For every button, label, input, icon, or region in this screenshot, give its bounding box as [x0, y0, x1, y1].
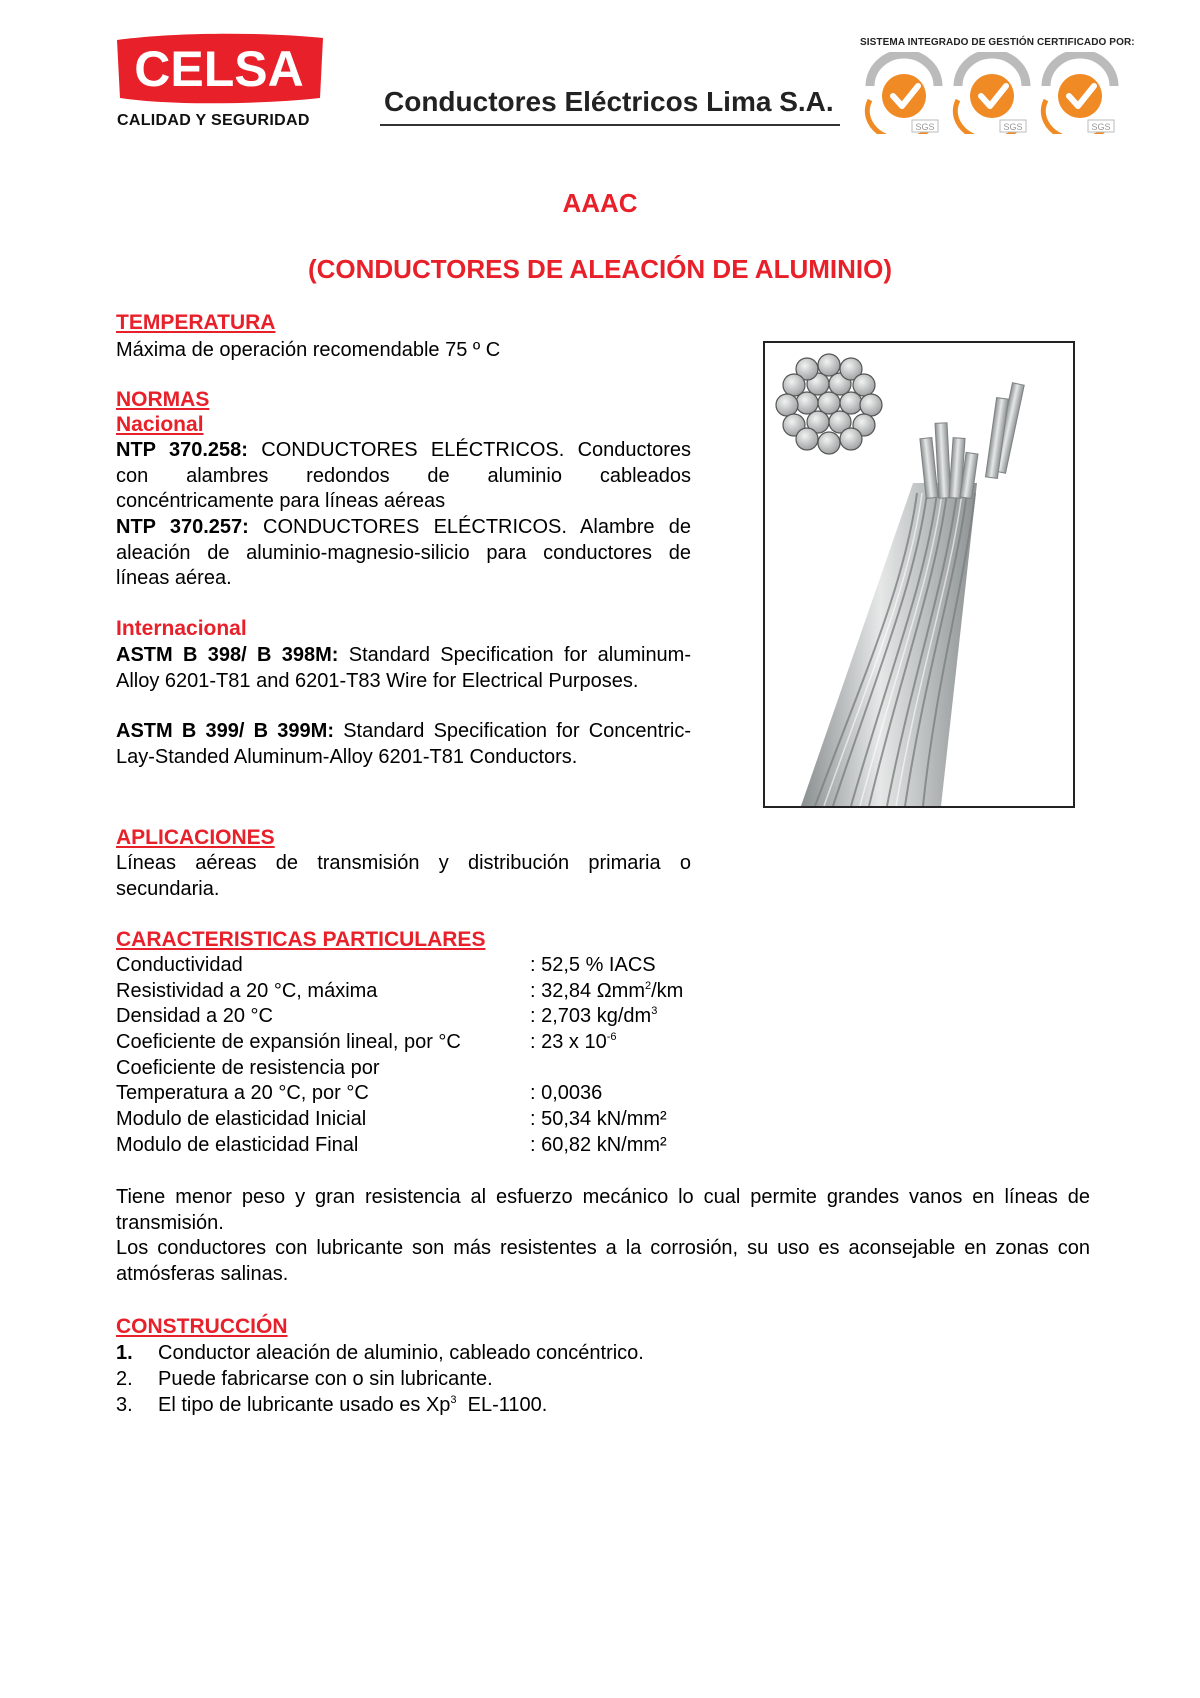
certification-badges [862, 52, 1128, 134]
item-number: 2. [116, 1368, 133, 1390]
normas-heading: NORMAS [116, 388, 210, 411]
cable-image [763, 341, 1075, 808]
item-text: El tipo de lubricante usado es Xp$^3$ EL-1100. [158, 1394, 548, 1416]
norma-text: CONDUCTORES ELÉCTRICOS. Alambre de aleación de aluminio-magnesio-silicio para conductores de líneas aérea. [116, 516, 692, 589]
certification-title: SISTEMA INTEGRADO DE GESTIÓN CERTIFICADO POR: [860, 37, 1135, 48]
char-value: : 32,84 Ωmm$^2$/km [530, 980, 684, 1002]
logo-tagline: CALIDAD Y SEGURIDAD [117, 112, 310, 129]
norma-text: Standard Specification for Concentric-Lay-Standed Aluminum-Alloy 6201-T81 Conductors. [116, 720, 691, 768]
char-label: Modulo de elasticidad Inicial [116, 1108, 367, 1130]
norma-text: Standard Specification for aluminum-Alloy 6201-T81 and 6201-T83 Wire for Electrical Purposes. [116, 644, 692, 692]
nacional-heading: Nacional [116, 413, 204, 436]
sgs-label-2: SGS [1003, 122, 1023, 132]
norma-astm-b398 [116, 643, 691, 694]
logo-text: CELSA [134, 41, 304, 97]
item-text: Puede fabricarse con o sin lubricante. [158, 1368, 493, 1390]
char-label: Coeficiente de expansión lineal, por °C [116, 1031, 461, 1053]
norma-code: ASTM B 399/ B 399M: [116, 720, 334, 742]
header-rule [380, 124, 840, 126]
norma-code: NTP 370.257: [116, 516, 249, 538]
norma-ntp-370-258 [116, 438, 691, 515]
char-value: : 23 x $10^{-6}$ [530, 1031, 617, 1053]
aplicaciones-heading: APLICACIONES [116, 826, 275, 849]
document-title: AAAC [562, 188, 638, 218]
char-label: Resistividad a 20 °C, máxima [116, 980, 378, 1002]
char-value: : 60,82 kN/mm² [530, 1134, 667, 1156]
char-value: : 50,34 kN/mm² [530, 1108, 667, 1130]
paragraph-lubricante: Los conductores con lubricante son más resistentes a la corrosión, su uso es aconsejable en zonas con atmósferas salinas. [116, 1237, 1090, 1285]
norma-code: NTP 370.258: [116, 439, 248, 461]
char-value: : 52,5 % IACS [530, 954, 656, 976]
char-label: Temperatura a 20 °C, por °C [116, 1082, 369, 1104]
paragraph-peso: Tiene menor peso y gran resistencia al esfuerzo mecánico lo cual permite grandes vanos en líneas de transmisión. [116, 1186, 1090, 1234]
norma-code: ASTM B 398/ B 398M: [116, 644, 339, 666]
sgs-badge-1 [867, 54, 938, 134]
item-number: 1. [116, 1342, 133, 1364]
document-subtitle: (CONDUCTORES DE ALEACIÓN DE ALUMINIO) [307, 254, 893, 284]
sgs-badge-3 [1043, 54, 1114, 134]
char-value: : 2,703 $kg/dm^3$ [530, 1005, 658, 1027]
norma-ntp-370-257 [116, 515, 691, 592]
cross-section-icon [776, 354, 882, 454]
company-name: Conductores Eléctricos Lima S.A. [384, 86, 834, 117]
sgs-badge-2 [955, 54, 1026, 134]
char-label: Modulo de elasticidad Final [116, 1134, 359, 1156]
temperatura-text: Máxima de operación recomendable 75 º C [116, 339, 501, 361]
sgs-label-1: SGS [915, 122, 935, 132]
norma-text: CONDUCTORES ELÉCTRICOS. Conductores con alambres redondos de aluminio cableados concéntricamente para líneas aéreas [116, 439, 691, 512]
char-label: Coeficiente de resistencia por [116, 1057, 380, 1079]
char-value: : 0,0036 [530, 1082, 603, 1104]
char-label: Conductividad [116, 954, 243, 976]
item-text: Conductor aleación de aluminio, cableado concéntrico. [158, 1342, 644, 1364]
caracteristicas-heading: CARACTERISTICAS PARTICULARES [116, 928, 486, 951]
aplicaciones-text: Líneas aéreas de transmisión y distribución primaria o secundaria. [116, 852, 691, 900]
temperatura-heading: TEMPERATURA [116, 311, 276, 334]
char-label: Densidad a 20 °C [116, 1005, 273, 1027]
internacional-heading: Internacional [116, 617, 247, 640]
item-number: 3. [116, 1394, 133, 1416]
construccion-heading: CONSTRUCCIÓN [116, 1315, 288, 1338]
sgs-label-3: SGS [1091, 122, 1111, 132]
norma-astm-b399 [116, 719, 691, 770]
